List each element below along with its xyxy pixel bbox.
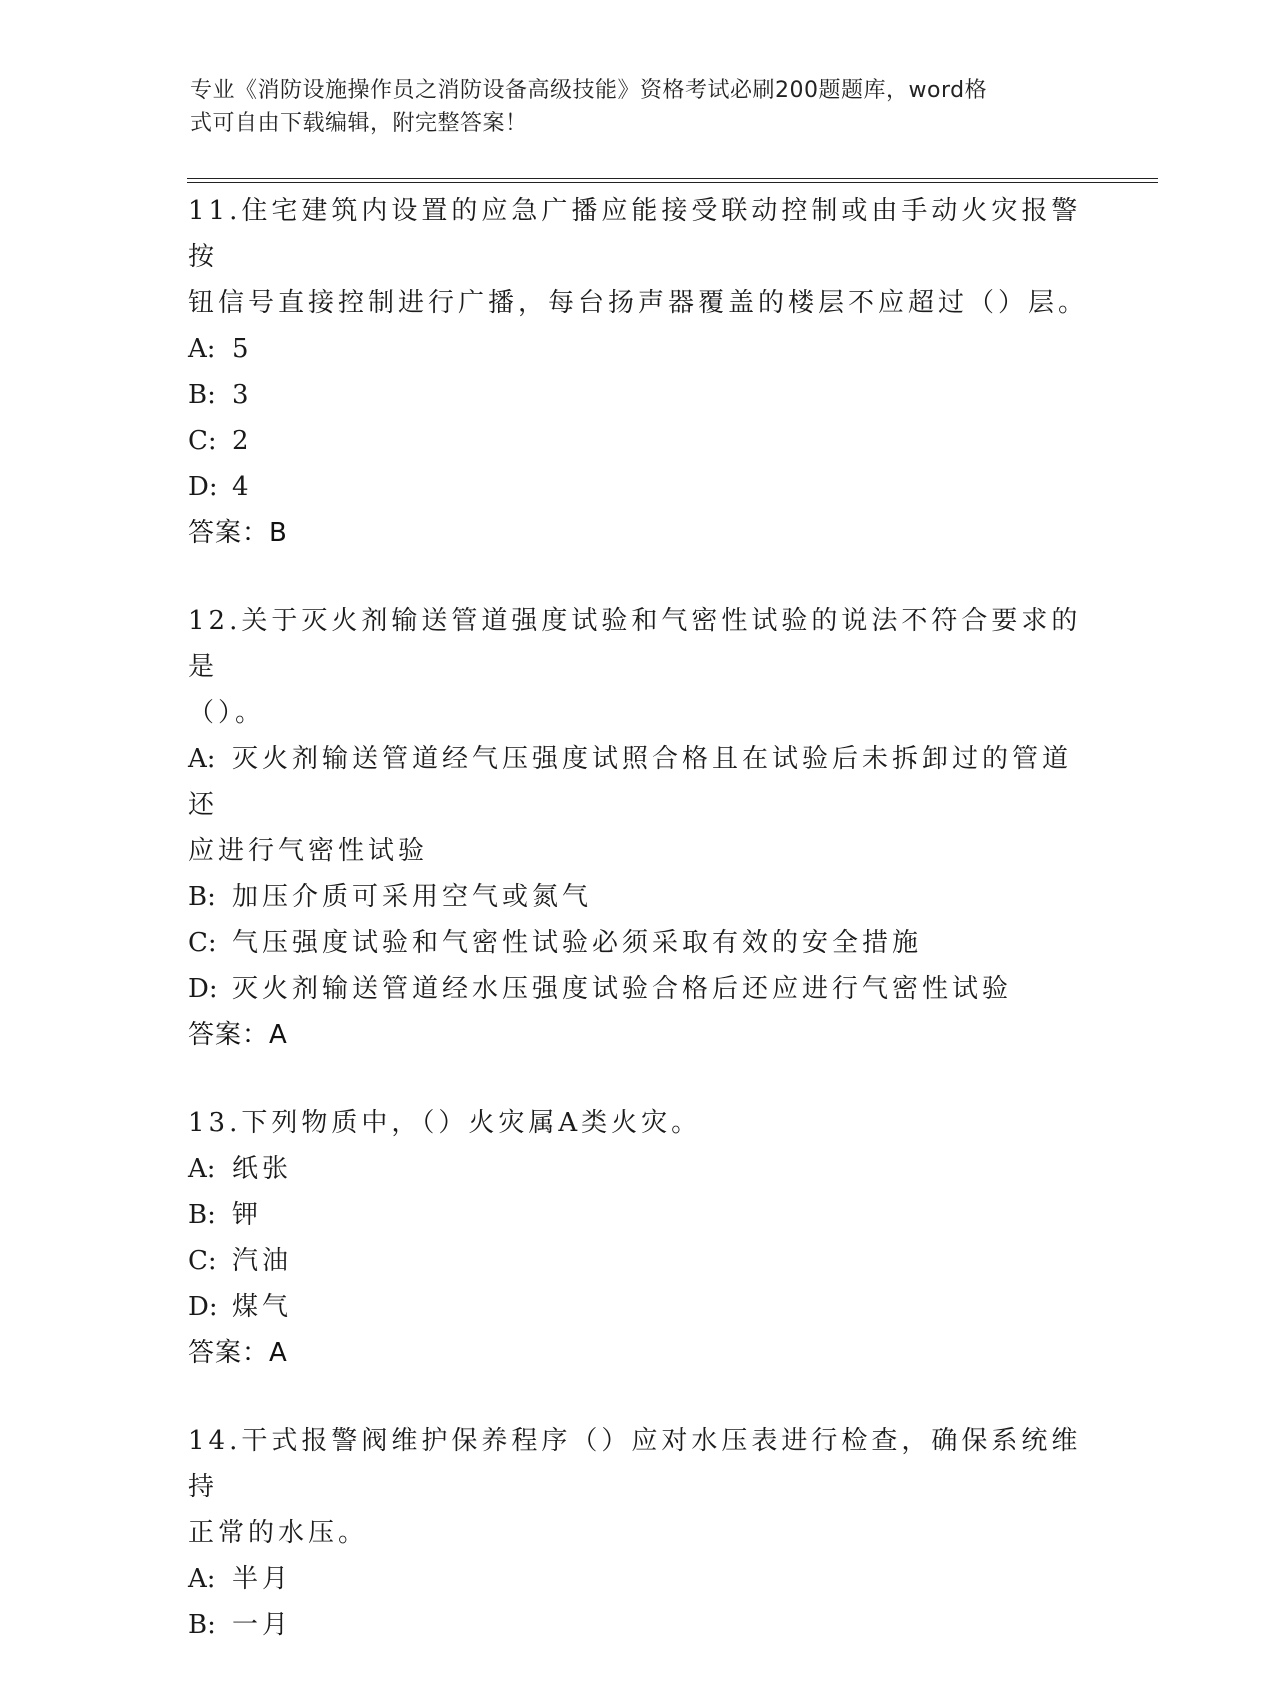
option-text: 一月 <box>232 1610 293 1640</box>
option-text: 气压强度试验和气密性试验必须采取有效的安全措施 <box>232 928 923 958</box>
option-a <box>188 1556 1088 1602</box>
option-text: 汽油 <box>232 1246 293 1276</box>
option-text: 5 <box>232 334 253 364</box>
header-line-1: 专业《消防设施操作员之消防设备高级技能》资格考试必刷200题题库，word格 <box>190 78 988 103</box>
question-12 <box>188 598 1088 1058</box>
option-letter: D: <box>188 1292 218 1322</box>
option-text: 4 <box>232 472 253 502</box>
question-stem-line: （）。 <box>188 698 266 728</box>
option-text: 半月 <box>232 1564 293 1594</box>
option-b <box>188 874 1088 920</box>
option-c <box>188 418 1088 464</box>
document-header <box>190 74 1070 140</box>
question-13 <box>188 1100 1088 1376</box>
option-d <box>188 464 1088 510</box>
option-text: 3 <box>232 380 253 410</box>
question-stem-line: 12.关于灭火剂输送管道强度试验和气密性试验的说法不符合要求的是 <box>188 606 1082 682</box>
divider-line-top <box>187 178 1158 179</box>
option-b <box>188 372 1088 418</box>
question-list <box>188 188 1088 1690</box>
option-letter: D: <box>188 472 218 502</box>
question-stem-line: 钮信号直接控制进行广播，每台扬声器覆盖的楼层不应超过（）层。 <box>188 288 1089 318</box>
question-14 <box>188 1418 1088 1648</box>
question-stem-line: 11.住宅建筑内设置的应急广播应能接受联动控制或由手动火灾报警按 <box>188 196 1082 272</box>
option-text: 钾 <box>232 1200 263 1230</box>
option-a <box>188 736 1088 828</box>
option-b <box>188 1602 1088 1648</box>
option-letter: B: <box>188 882 216 912</box>
option-c <box>188 920 1088 966</box>
question-11 <box>188 188 1088 556</box>
option-letter: C: <box>188 928 217 958</box>
divider-line-bottom <box>187 182 1158 183</box>
option-letter: D: <box>188 974 218 1004</box>
header-line-2: 式可自由下载编辑，附完整答案！ <box>190 111 528 136</box>
option-d <box>188 1284 1088 1330</box>
header-divider <box>187 178 1158 186</box>
option-letter: C: <box>188 1246 217 1276</box>
option-letter: C: <box>188 426 217 456</box>
answer-line: 答案：A <box>188 1338 288 1368</box>
option-letter: B: <box>188 1610 216 1640</box>
option-text: 灭火剂输送管道经气压强度试照合格且在试验后未拆卸过的管道还 <box>188 744 1073 820</box>
option-letter: A: <box>188 1564 216 1594</box>
question-stem-line: 14.干式报警阀维护保养程序（）应对水压表进行检查，确保系统维持 <box>188 1426 1082 1502</box>
option-a-continuation: 应进行气密性试验 <box>188 836 429 866</box>
answer-line: 答案：B <box>188 518 288 548</box>
option-c <box>188 1238 1088 1284</box>
answer-line: 答案：A <box>188 1020 288 1050</box>
option-letter: B: <box>188 1200 216 1230</box>
option-letter: B: <box>188 380 216 410</box>
question-stem-line: 正常的水压。 <box>188 1518 369 1548</box>
option-text: 煤气 <box>232 1292 293 1322</box>
option-b <box>188 1192 1088 1238</box>
option-letter: A: <box>188 1154 216 1184</box>
option-text: 加压介质可采用空气或氮气 <box>232 882 593 912</box>
option-letter: A: <box>188 334 216 364</box>
option-d <box>188 966 1088 1012</box>
option-a <box>188 326 1088 372</box>
option-letter: A: <box>188 744 216 774</box>
option-a <box>188 1146 1088 1192</box>
option-text: 纸张 <box>232 1154 293 1184</box>
option-text: 2 <box>232 426 253 456</box>
question-stem-line: 13.下列物质中，（）火灾属A类火灾。 <box>188 1108 702 1138</box>
option-text: 灭火剂输送管道经水压强度试验合格后还应进行气密性试验 <box>232 974 1013 1004</box>
